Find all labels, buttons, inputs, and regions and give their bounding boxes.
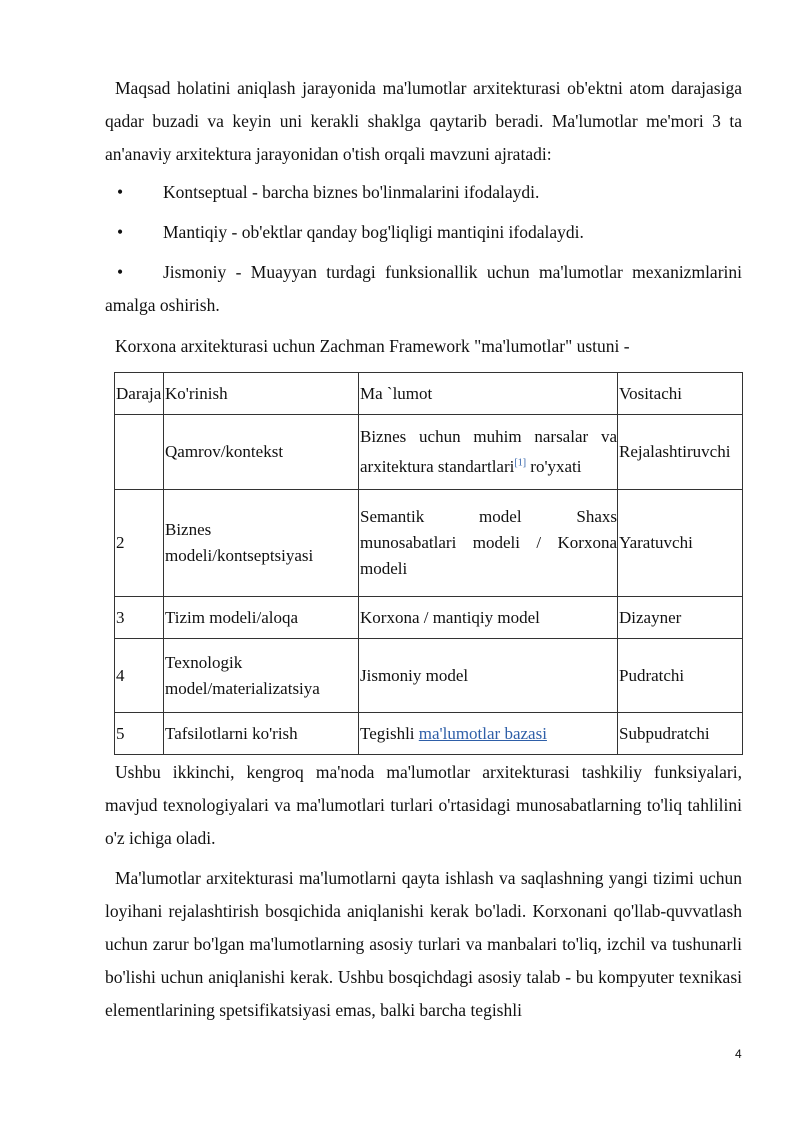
header-cell-data: Ma `lumot: [359, 373, 618, 415]
bullet-text: Mantiqiy - ob'ektlar qanday bog'liqligi mantiqini ifodalaydi.: [163, 222, 584, 242]
cell-data: [359, 490, 618, 597]
table-row: [115, 639, 743, 713]
cell-view-line: Texnologik: [165, 652, 243, 672]
cell-view-line: Biznes: [165, 520, 212, 539]
cell-agent: Subpudratchi: [618, 713, 743, 755]
cell-view-line: model/materializatsiya: [165, 678, 320, 698]
bullet-icon: •: [117, 182, 124, 202]
table-header-row: [115, 373, 743, 415]
cell-data: Jismoniy model: [359, 639, 618, 713]
cell-view: Qamrov/kontekst: [164, 415, 359, 490]
cell-data-line: Semantik model Shaxs: [360, 507, 617, 526]
bullet-text-continuation: amalga oshirish.: [105, 295, 220, 315]
cell-view: [164, 639, 359, 713]
cell-agent: Dizayner: [618, 597, 743, 639]
cell-data: [359, 713, 618, 755]
cell-view: Tizim modeli/aloqa: [164, 597, 359, 639]
cell-data-line: modeli: [360, 559, 408, 578]
cell-data-line: munosabatlari modeli / Korxona: [360, 533, 617, 552]
page-number: 4: [735, 1047, 742, 1061]
table-row: [115, 415, 743, 490]
footnote-link[interactable]: [1]: [514, 457, 527, 469]
header-cell-view: Ko'rinish: [164, 373, 359, 415]
table-caption: Korxona arxitekturasi uchun Zachman Framework "ma'lumotlar" ustuni -: [115, 336, 630, 356]
cell-data-text: Tegishli: [360, 723, 419, 743]
header-cell-agent: Vositachi: [618, 373, 743, 415]
cell-data-line: [360, 457, 582, 476]
cell-agent: Yaratuvchi: [618, 490, 743, 597]
paragraph-intro: Maqsad holatini aniqlash jarayonida ma'lumotlar arxitekturasi ob'ektni atom darajasiga qadar buzadi va keyin uni kerakli shaklga qaytarib beradi. Ma'lumotlar me'mori 3 ta an'anaviy arxitektura jarayonidan o'tish orqali mavzuni ajratadi:: [105, 78, 742, 164]
cell-agent: Rejalashtiruvchi: [618, 415, 743, 490]
cell-level: 4: [115, 639, 164, 713]
bullet-text: Kontseptual - barcha biznes bo'linmalarini ifodalaydi.: [163, 182, 540, 202]
cell-data-text: ro'yxati: [526, 456, 582, 476]
cell-data: Korxona / mantiqiy model: [359, 597, 618, 639]
cell-level: 3: [115, 597, 164, 639]
cell-view: [164, 490, 359, 597]
database-link[interactable]: ma'lumotlar bazasi: [418, 723, 547, 743]
table-row: [115, 713, 743, 755]
cell-view: Tafsilotlarni ko'rish: [164, 713, 359, 755]
header-cell-level: Daraja: [115, 373, 164, 415]
table-row: [115, 597, 743, 639]
cell-level: 2: [115, 490, 164, 597]
cell-agent: Pudratchi: [618, 639, 743, 713]
cell-data-line: Biznes uchun muhim narsalar va: [360, 427, 617, 447]
cell-level: 5: [115, 713, 164, 755]
paragraph-planning: Ma'lumotlar arxitekturasi ma'lumotlarni qayta ishlash va saqlashning yangi tizimi uchun loyihani rejalashtirish bosqichida aniqlanishi kerak bo'ladi. Korxonani qo'llab-quvvatlash uchun zarur bo'lgan ma'lumotlarning asosiy turlari va manbalari to'liq, izchil va tushunarli bo'lishi uchun aniqlanishi kerak. Ushbu bosqichdagi asosiy talab - bu kompyuter texnikasi elementlarining spetsifikatsiyasi emas, balki barcha tegishli: [105, 868, 742, 1020]
zachman-data-table: [114, 372, 743, 755]
cell-view-line: modeli/kontseptsiyasi: [165, 546, 314, 565]
bullet-item-physical: [105, 256, 742, 322]
table-row: [115, 490, 743, 597]
bullet-icon: •: [117, 222, 124, 242]
paragraph-broader-meaning: Ushbu ikkinchi, kengroq ma'noda ma'lumotlar arxitekturasi tashkiliy funksiyalari, mavjud texnologiyalari va ma'lumotlari turlari o'rtasidagi munosabatlarning to'liq tahlilini o'z ichiga oladi.: [105, 762, 742, 848]
cell-data: [359, 415, 618, 490]
cell-level: [115, 415, 164, 490]
cell-data-text: arxitektura standartlari: [360, 456, 515, 476]
bullet-icon: •: [117, 262, 124, 282]
bullet-text: Jismoniy - Muayyan turdagi funksionallik uchun ma'lumotlar mexanizmlarini: [163, 262, 742, 282]
